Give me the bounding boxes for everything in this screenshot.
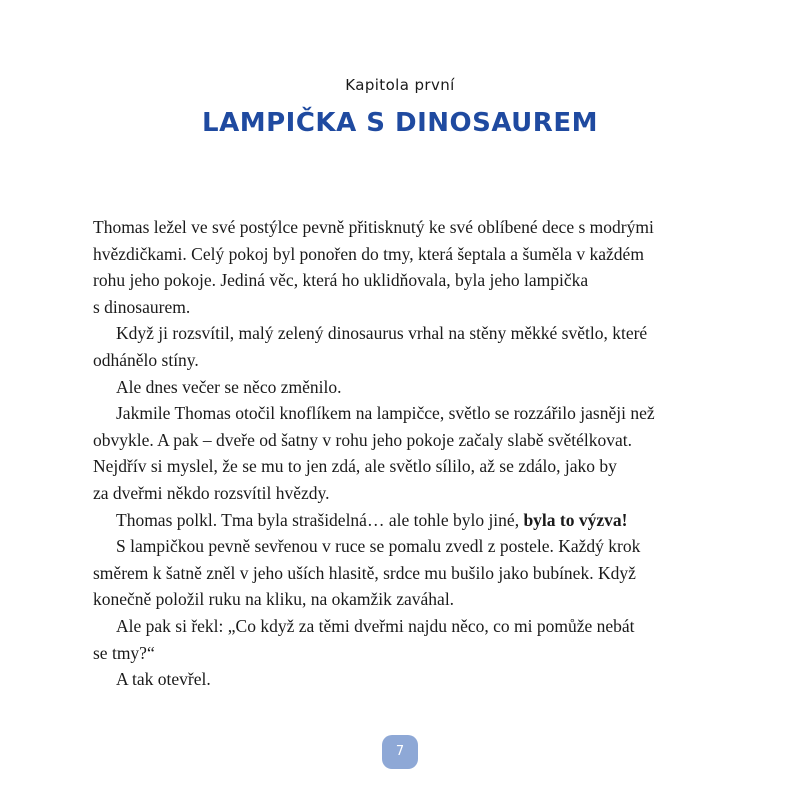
- text-line: s dinosaurem.: [93, 296, 191, 317]
- text-line: Thomas ležel ve své postýlce pevně přitisknutý ke své oblíbené dece s modrými: [93, 217, 654, 237]
- text-line: Ale dnes večer se něco změnilo.: [116, 376, 342, 397]
- text-line: se tmy?“: [93, 642, 155, 663]
- story-text: [93, 214, 693, 693]
- text-line: S lampičkou pevně sevřenou v ruce se pomalu zvedl z postele. Každý krok: [116, 536, 641, 557]
- emphasis-text: byla to výzva!: [523, 509, 628, 530]
- text-line: rohu jeho pokoje. Jediná věc, která ho uklidňovala, byla jeho lampička: [93, 270, 589, 291]
- text-line: za dveřmi někdo rozsvítil hvězdy.: [93, 482, 330, 503]
- text-line: obvykle. A pak – dveře od šatny v rohu jeho pokoje začaly slabě světélkovat.: [93, 429, 632, 450]
- page-number-badge: 7: [382, 735, 418, 769]
- text-line: konečně položil ruku na kliku, na okamžik zaváhal.: [93, 589, 455, 610]
- text-line: hvězdičkami. Celý pokoj byl ponořen do tmy, která šeptala a šuměla v každém: [93, 243, 644, 264]
- text-line: Ale pak si řekl: „Co když za těmi dveřmi najdu něco, co mi pomůže nebát: [116, 615, 635, 636]
- chapter-label: Kapitola první: [345, 76, 455, 94]
- text-line: odhánělo stíny.: [93, 349, 199, 370]
- text-line: Nejdřív si myslel, že se mu to jen zdá, ale světlo sílilo, až se zdálo, jako by: [93, 456, 617, 477]
- text-segment: Thomas polkl. Tma byla strašidelná… ale tohle bylo jiné,: [116, 509, 524, 530]
- text-line: směrem k šatně zněl v jeho uších hlasitě, srdce mu bušilo jako bubínek. Když: [93, 562, 636, 583]
- chapter-title: LAMPIČKA S DINOSAUREM: [202, 108, 598, 138]
- text-line: Jakmile Thomas otočil knoflíkem na lampičce, světlo se rozzářilo jasněji než: [116, 403, 655, 424]
- text-line-with-emphasis: [93, 507, 693, 534]
- text-line: A tak otevřel.: [116, 669, 211, 690]
- text-line: Když ji rozsvítil, malý zelený dinosaurus vrhal na stěny měkké světlo, které: [116, 323, 648, 344]
